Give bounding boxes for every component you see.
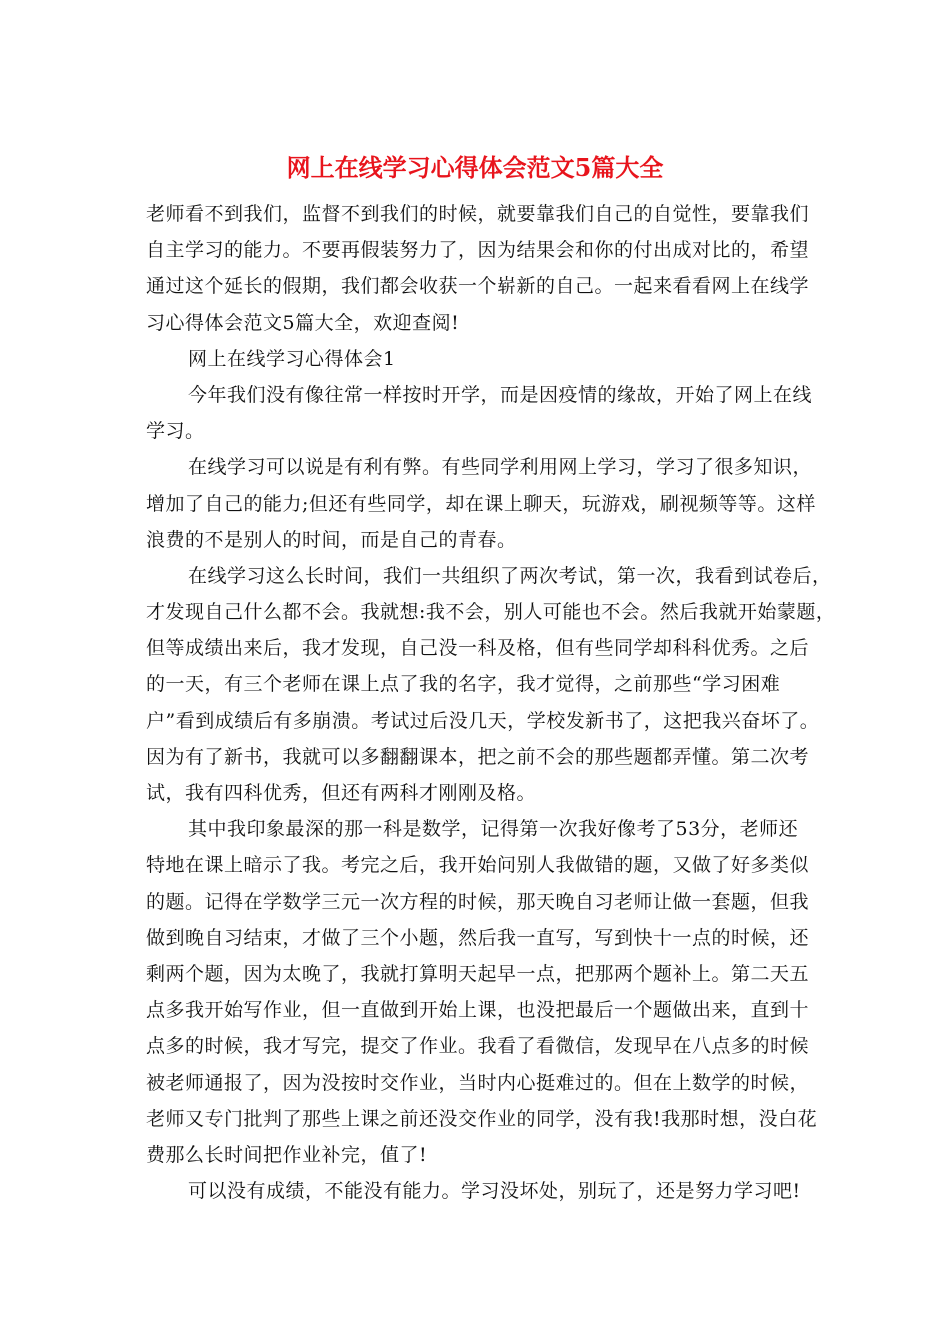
text-line: 在线学习可以说是有利有弊。有些同学利用网上学习，学习了很多知识， [188, 456, 813, 479]
text-line: 户”看到成绩后有多崩溃。考试过后没几天，学校发新书了，这把我兴奋坏了。 [146, 709, 820, 732]
document-body [146, 196, 836, 1209]
text-line: 才发现自己什么都不会。我就想:我不会，别人可能也不会。然后我就开始蒙题， [146, 601, 836, 624]
text-line: 特地在课上暗示了我。考完之后，我开始问别人我做错的题，又做了好多类似 [146, 854, 810, 877]
text-line: 老师又专门批判了那些上课之前还没交作业的同学，没有我!我那时想，没白花 [146, 1107, 818, 1130]
text-line: 费那么长时间把作业补完，值了! [146, 1143, 428, 1166]
text-line: 但等成绩出来后，我才发现，自己没一科及格，但有些同学却科科优秀。之后 [146, 637, 810, 660]
text-line: 的一天，有三个老师在课上点了我的名字，我才觉得，之前那些“学习困难 [146, 673, 781, 696]
text-line: 老师看不到我们，监督不到我们的时候，就要靠我们自己的自觉性，要靠我们 [146, 203, 810, 225]
text-line: 自主学习的能力。不要再假装努力了，因为结果会和你的付出成对比的，希望 [146, 239, 810, 262]
text-line: 试，我有四科优秀，但还有两科才刚刚及格。 [146, 782, 537, 804]
text-line: 做到晚自习结束，才做了三个小题，然后我一直写，写到快十一点的时候，还 [146, 926, 810, 949]
text-line: 可以没有成绩，不能没有能力。学习没坏处，别玩了，还是努力学习吧! [188, 1180, 801, 1203]
text-line: 增加了自己的能力;但还有些同学，却在课上聊天，玩游戏，刷视频等等。这样 [146, 492, 816, 515]
text-line: 因为有了新书，我就可以多翻翻课本，把之前不会的那些题都弄懂。第二次考 [146, 745, 810, 768]
document-title: 网上在线学习心得体会范文5篇大全 [286, 153, 664, 182]
text-line: 今年我们没有像往常一样按时开学，而是因疫情的缘故，开始了网上在线 [188, 383, 813, 406]
text-line: 学习。 [146, 420, 205, 443]
text-line: 点多的时候，我才写完，提交了作业。我看了看微信，发现早在八点多的时候 [146, 1035, 810, 1058]
text-line: 点多我开始写作业，但一直做到开始上课，也没把最后一个题做出来，直到十 [146, 999, 810, 1022]
text-line: 被老师通报了，因为没按时交作业，当时内心挺难过的。但在上数学的时候， [146, 1071, 810, 1094]
text-line: 通过这个延长的假期，我们都会收获一个崭新的自己。一起来看看网上在线学 [146, 275, 810, 298]
text-line: 浪费的不是别人的时间，而是自己的青春。 [146, 528, 517, 551]
text-line: 习心得体会范文5篇大全，欢迎查阅! [146, 311, 460, 334]
text-line: 的题。记得在学数学三元一次方程的时候，那天晚自习老师让做一套题，但我 [146, 890, 810, 913]
text-line: 其中我印象最深的那一科是数学，记得第一次我好像考了53分，老师还 [188, 818, 799, 841]
text-line: 网上在线学习心得体会1 [188, 347, 396, 370]
text-line: 剩两个题，因为太晚了，我就打算明天起早一点，把那两个题补上。第二天五 [146, 962, 810, 985]
text-line: 在线学习这么长时间，我们一共组织了两次考试，第一次，我看到试卷后， [188, 564, 832, 587]
